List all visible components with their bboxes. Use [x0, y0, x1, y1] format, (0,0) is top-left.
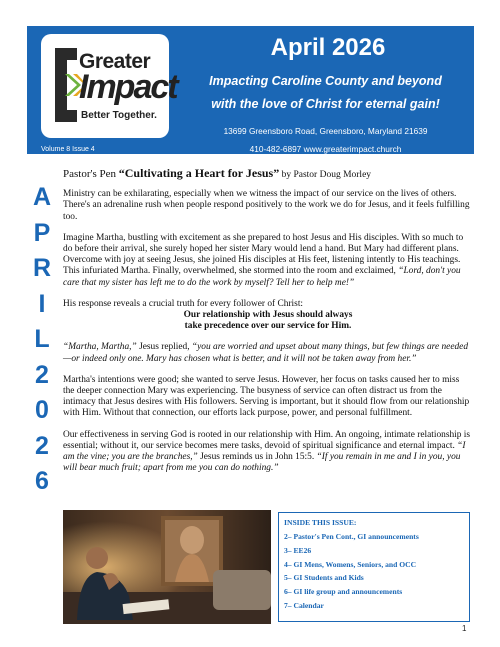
article-title: “Cultivating a Heart for Jesus” — [118, 166, 280, 180]
side-letter: I — [38, 289, 46, 318]
martha-quote: “Lord, don't you care that my sister has left me to do the work by myself? Tell her to help me!” — [63, 266, 461, 288]
vine-quote: “I am the vine; you are the branches,” — [63, 440, 466, 463]
april-2026-vertical-text — [27, 180, 57, 500]
paragraph-3: His response reveals a crucial truth for every follower of Christ: — [63, 298, 304, 309]
side-letter: 2 — [35, 431, 49, 460]
side-letter: P — [33, 218, 51, 247]
paragraph-2-text: Imagine Martha, bustling with excitement as she prepared to host Jesus and His disciples. With so much to do before their arrival, she surely hoped her sister Mary would lend a hand. But Mary had different plans. Overcome with joy at seeing Jesus, she joined His disciples at His feet, listening intently to His teachings. This infuriated Martha. Finally, overwhelmed, she stormed into the room and exclaimed, — [63, 232, 464, 277]
man-praying-photo — [63, 510, 271, 624]
paragraph-1: Ministry can be exhilarating, especially when we witness the impact of our service on the lives of others. There's an adrenaline rush when people respond positively to the work we do for Jesus, and it feels fulfilling too. — [63, 189, 470, 222]
greater-impact-logo — [41, 34, 177, 138]
logo-tagline: Better Together. — [81, 110, 157, 121]
article-byline: by Pastor Doug Morley — [279, 170, 372, 180]
tagline-line-1: Impacting Caroline County and beyond — [209, 74, 442, 88]
paragraph-2 — [63, 233, 473, 289]
article-heading — [63, 168, 473, 181]
inside-this-issue-title: INSIDE THIS ISSUE: — [284, 518, 357, 527]
page-number: 1 — [462, 624, 467, 633]
church-contact: 410-482-6897 www.greaterimpact.church — [249, 144, 402, 154]
issue-item: 2– Pastor's Pen Cont., GI announcements — [284, 532, 419, 541]
inside-this-issue-list — [284, 530, 465, 613]
paragraph-4-text: Jesus replied, — [136, 342, 192, 353]
jesus-quote: “you are worried and upset about many things, but few things are needed—or indeed only one. Mary has chosen what is better, and it will not be taken away from her.” — [63, 342, 469, 364]
paragraph-5: Martha's intentions were good; she wanted to serve Jesus. However, her focus on tasks caused her to miss the deeper connection Mary was experiencing. The busyness of service can often distract us from the intimacy that Jesus desires with His followers. Serving is important, but it should flow from our relationship with Him. Without that connection, our efforts lack purpose, power, and personal fulfillment. — [63, 374, 470, 419]
jesus-address: “Martha, Martha,” — [63, 342, 137, 353]
key-truth-line-2: take precedence over our service for Him. — [184, 321, 352, 332]
article-prefix: Pastor's Pen — [63, 168, 119, 180]
paragraph-4 — [63, 342, 473, 364]
paragraph-6-ref: Jesus reminds us in John 15:5. — [197, 452, 317, 463]
newsletter-title: April 2026 — [270, 34, 386, 61]
side-letter: 0 — [35, 396, 49, 424]
paragraph-6 — [63, 430, 473, 475]
logo-word-greater: Greater — [79, 50, 151, 73]
inside-this-issue-box — [278, 512, 470, 622]
side-letter: 6 — [35, 467, 49, 495]
paragraph-6-text: Our effectiveness in serving God is rooted in our relationship with Him. An ongoing, intimate relationship is essential; without it, our service becomes mere tasks, devoid of spiritual significance and eternal impact. — [63, 429, 471, 451]
church-tagline — [177, 70, 474, 116]
issue-item: 3– EE26 — [284, 545, 312, 555]
remain-quote: “If you remain in me and I in you, you will bear much fruit; apart from me you can do nothing.” — [63, 452, 461, 474]
issue-item: 5– GI Students and Kids — [284, 573, 364, 583]
side-letter: R — [32, 254, 52, 282]
issue-item: 7– Calendar — [284, 600, 324, 610]
tagline-line-2: with the love of Christ for eternal gain! — [211, 97, 440, 111]
masthead — [27, 26, 474, 154]
volume-issue: Volume 8 Issue 4 — [41, 146, 95, 153]
side-letter: A — [32, 183, 52, 211]
issue-item: 6– GI life group and announcements — [284, 587, 403, 597]
logo-word-impact: Impact — [79, 68, 177, 106]
pastors-pen-article — [63, 168, 473, 484]
side-letter: L — [34, 325, 50, 353]
side-letter: 2 — [35, 360, 49, 389]
key-truth-line-1: Our relationship with Jesus should always — [183, 310, 353, 321]
issue-item: 4– GI Mens, Womens, Seniors, and OCC — [284, 559, 417, 569]
church-address: 13699 Greensboro Road, Greensboro, Maryland 21639 — [223, 126, 428, 136]
